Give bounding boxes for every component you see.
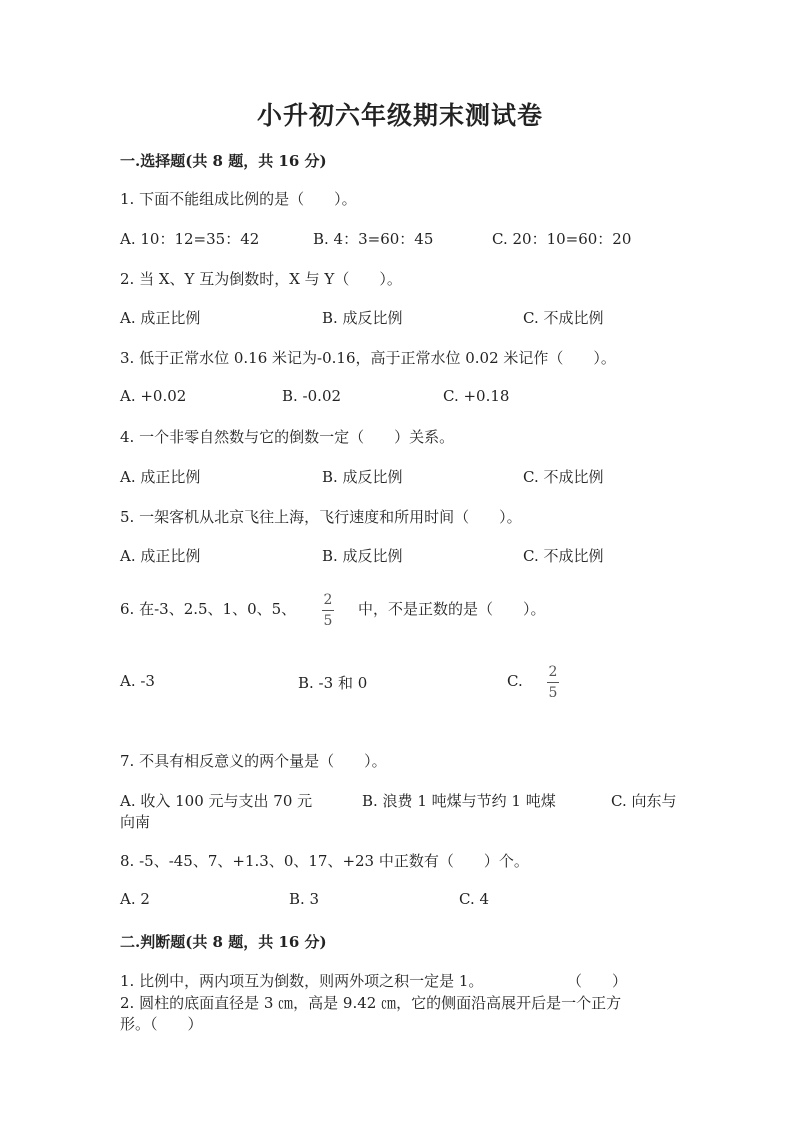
- question-3-option-a: A. +0.02: [120, 387, 187, 405]
- question-1-stem: 1. 下面不能组成比例的是（ ）。: [120, 190, 357, 208]
- question-1-option-b: B. 4：3=60：45: [313, 230, 434, 248]
- question-2-option-c: C. 不成比例: [523, 309, 604, 327]
- judgement-2-text: 2. 圆柱的底面直径是 3 ㎝，高是 9.42 ㎝，它的侧面沿高展开后是一个正方: [120, 994, 622, 1012]
- fraction-denominator: 5: [548, 685, 558, 701]
- question-6-stem-before: 6. 在-3、2.5、1、0、5、: [120, 600, 297, 618]
- fraction-numerator: 2: [548, 664, 558, 680]
- fraction-bar: [322, 610, 334, 611]
- question-5-option-b: B. 成反比例: [322, 547, 403, 565]
- fraction-numerator: 2: [323, 592, 333, 608]
- question-6-option-c-fraction: [547, 664, 559, 701]
- question-1-option-c: C. 20：10=60：20: [492, 230, 632, 248]
- judgement-2-wrap: 形。（ ）: [120, 1015, 203, 1033]
- fraction-bar: [547, 682, 559, 683]
- question-8-option-a: A. 2: [120, 890, 150, 908]
- section-heading-judgement: 二.判断题(共 8 题，共 16 分): [120, 933, 327, 951]
- judgement-1-text: 1. 比例中，两内项互为倒数，则两外项之积一定是 1。: [120, 972, 484, 990]
- question-6-option-c: C.: [507, 672, 523, 690]
- question-6-option-a: A. -3: [120, 672, 155, 690]
- fraction-denominator: 5: [323, 613, 333, 629]
- question-7-option-b: B. 浪费 1 吨煤与节约 1 吨煤: [362, 792, 556, 810]
- question-7-option-c-wrap: 向南: [120, 813, 151, 831]
- question-8-option-c: C. 4: [459, 890, 490, 908]
- question-7-option-a: A. 收入 100 元与支出 70 元: [120, 792, 313, 810]
- question-2-option-b: B. 成反比例: [322, 309, 403, 327]
- question-7-option-c: C. 向东与: [611, 792, 677, 810]
- question-7-stem: 7. 不具有相反意义的两个量是（ ）。: [120, 752, 387, 770]
- question-6-option-b: B. -3 和 0: [298, 674, 368, 692]
- page-title: 小升初六年级期末测试卷: [256, 101, 543, 130]
- question-1-option-a: A. 10：12=35：42: [120, 230, 260, 248]
- question-2-option-a: A. 成正比例: [120, 309, 201, 327]
- question-4-option-a: A. 成正比例: [120, 468, 201, 486]
- question-5-option-c: C. 不成比例: [523, 547, 604, 565]
- question-8-option-b: B. 3: [289, 890, 320, 908]
- question-4-option-c: C. 不成比例: [523, 468, 604, 486]
- question-5-stem: 5. 一架客机从北京飞往上海，飞行速度和所用时间（ ）。: [120, 508, 522, 526]
- question-6-fraction: [322, 592, 334, 629]
- question-4-option-b: B. 成反比例: [322, 468, 403, 486]
- question-8-stem: 8. -5、-45、7、+1.3、0、17、+23 中正数有（ ）个。: [120, 852, 529, 870]
- question-4-stem: 4. 一个非零自然数与它的倒数一定（ ）关系。: [120, 428, 455, 446]
- section-heading-choice: 一.选择题(共 8 题，共 16 分): [120, 152, 327, 170]
- question-3-stem: 3. 低于正常水位 0.16 米记为-0.16，高于正常水位 0.02 米记作（ ）。: [120, 349, 616, 367]
- question-5-option-a: A. 成正比例: [120, 547, 201, 565]
- question-3-option-c: C. +0.18: [443, 387, 510, 405]
- judgement-1-blank: （ ）: [567, 972, 628, 990]
- question-6-stem-after: 中，不是正数的是（ ）。: [358, 600, 546, 618]
- question-2-stem: 2. 当 X、Y 互为倒数时，X 与 Y（ ）。: [120, 270, 402, 288]
- question-3-option-b: B. -0.02: [282, 387, 342, 405]
